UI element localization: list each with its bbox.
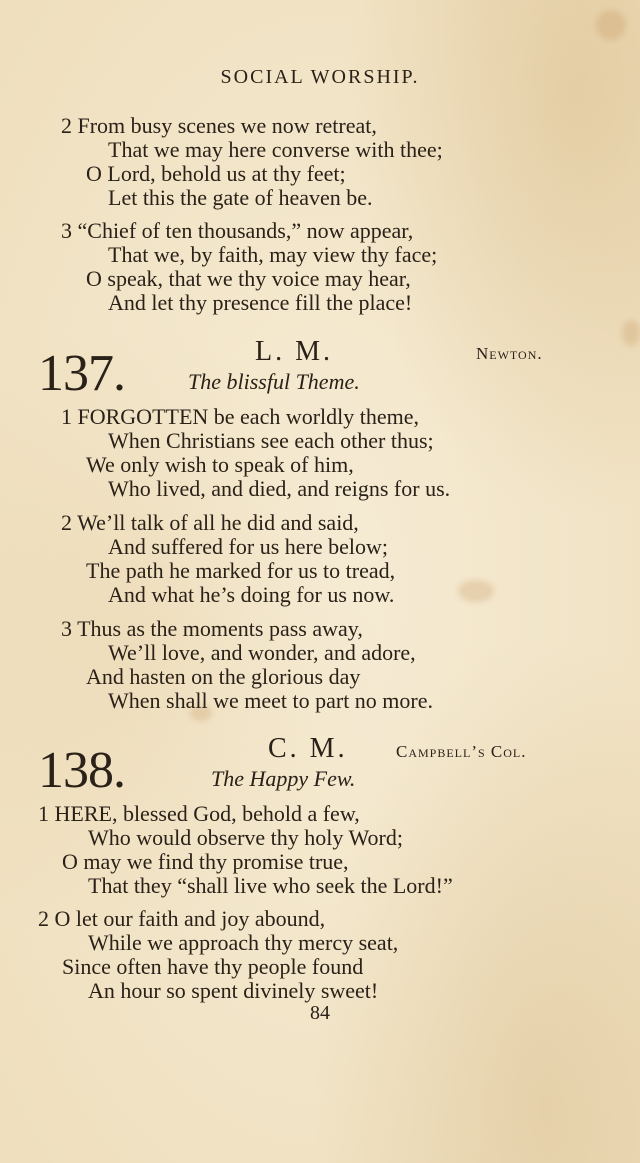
hymn-number: 138. <box>38 742 125 799</box>
verse-line: An hour so spent divinely sweet! <box>88 978 379 1003</box>
hymn-tune-source: Campbell’s Col. <box>396 742 527 761</box>
running-title: SOCIAL WORSHIP. <box>220 66 420 88</box>
verse-line: We only wish to speak of him, <box>86 452 354 477</box>
verse-line: O speak, that we thy voice may hear, <box>86 266 411 291</box>
verse-line: When Christians see each other thus; <box>108 428 434 453</box>
verse-line: That we may here converse with thee; <box>108 137 443 162</box>
verse-line: O Lord, behold us at thy feet; <box>86 161 346 186</box>
verse-line: 3 Thus as the moments pass away, <box>61 616 363 641</box>
verse-line: That they “shall live who seek the Lord!” <box>88 873 453 898</box>
verse-line: When shall we meet to part no more. <box>108 688 434 713</box>
verse-line: And let thy presence fill the place! <box>108 290 413 315</box>
hymn-meter: L. M. <box>255 336 333 367</box>
verse-line: And hasten on the glorious day <box>86 664 361 689</box>
verse-line: 2 We’ll talk of all he did and said, <box>61 510 359 535</box>
hymn-title: The Happy Few. <box>211 766 356 791</box>
verse-line: While we approach thy mercy seat, <box>88 930 399 955</box>
verse-line: That we, by faith, may view thy face; <box>108 242 438 267</box>
verse-line: 2 From busy scenes we now retreat, <box>61 113 377 138</box>
verse-line: Who would observe thy holy Word; <box>88 825 403 850</box>
verse-line: 1 HERE, blessed God, behold a few, <box>38 801 360 826</box>
verse-line: Who lived, and died, and reigns for us. <box>108 476 451 501</box>
hymn-number: 137. <box>38 345 125 402</box>
verse-line: 1 FORGOTTEN be each worldly theme, <box>61 404 420 429</box>
verse-line: O may we find thy promise true, <box>62 849 349 874</box>
hymn-meter: C. M. <box>268 733 348 764</box>
verse-line: Since often have thy people found <box>62 954 364 979</box>
hymn-tune-source: Newton. <box>476 344 543 363</box>
verse-line: The path he marked for us to tread, <box>86 558 396 583</box>
verse-line: 3 “Chief of ten thousands,” now appear, <box>61 218 414 243</box>
hymn-title: The blissful Theme. <box>188 369 360 394</box>
verse-line: 2 O let our faith and joy abound, <box>38 906 326 931</box>
verse-line: And what he’s doing for us now. <box>108 582 395 607</box>
verse-line: And suffered for us here below; <box>108 534 389 559</box>
verse-line: We’ll love, and wonder, and adore, <box>108 640 416 665</box>
verse-line: Let this the gate of heaven be. <box>108 185 373 210</box>
page-number: 84 <box>310 1002 330 1024</box>
